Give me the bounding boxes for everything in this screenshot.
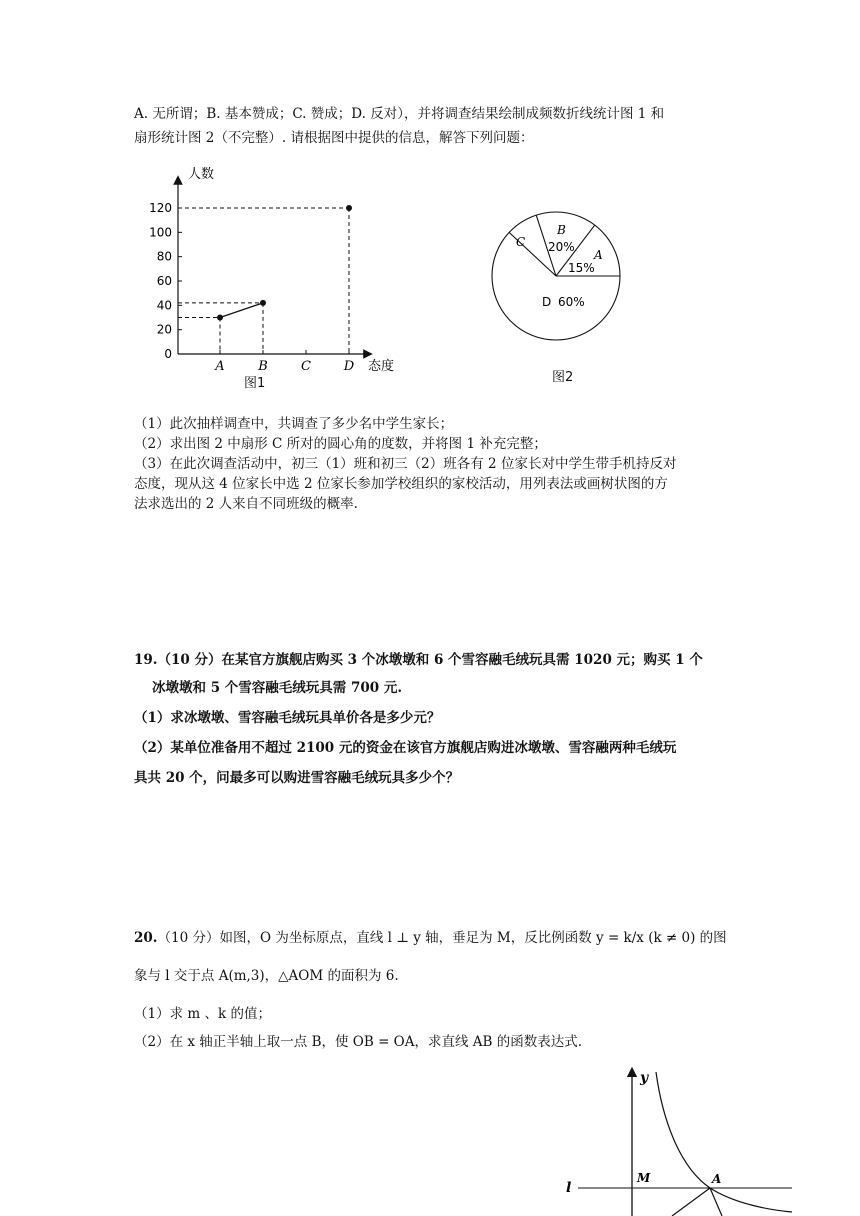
- q20-line-1: [134, 928, 727, 948]
- y-tick-label: 60: [156, 274, 172, 288]
- figure-1-line-chart: [140, 160, 400, 390]
- slice-b-percent: 20%: [548, 240, 575, 254]
- x-tick-label: D: [343, 359, 355, 374]
- intro-line-2: 扇形统计图 2（不完整）. 请根据图中提供的信息，解答下列问题：: [134, 130, 534, 146]
- series-segment: [220, 303, 263, 318]
- slice-b-label: B: [557, 223, 566, 237]
- line-l-label: l: [566, 1180, 572, 1196]
- y-tick-label: 100: [149, 225, 172, 240]
- data-point-a: [217, 315, 223, 321]
- y-tick-label: 80: [156, 249, 172, 264]
- figure-2-caption: 图2: [552, 370, 574, 385]
- slice-d-label: D: [542, 295, 552, 309]
- intro-line-1: A. 无所谓；B. 基本赞成；C. 赞成；D. 反对），并将调查结果绘制成频数折线统计图 1 和: [134, 106, 665, 122]
- data-point-b: [260, 300, 266, 306]
- point-m-label: M: [637, 1171, 651, 1185]
- q20-line-1-text: （10 分）如图，O 为坐标原点，直线 l ⊥ y 轴，垂足为 M，反比例函数 y = k/x (k ≠ 0) 的图: [157, 930, 727, 946]
- point-a-label: A: [712, 1172, 722, 1186]
- slice-c-label: C: [516, 235, 526, 249]
- x-tick-label: B: [258, 359, 268, 374]
- y-tick-label: 20: [156, 322, 172, 337]
- hyperbola-curve: [656, 1072, 792, 1212]
- segment-oa: [672, 1188, 710, 1216]
- q20-part-1: （1）求 m 、k 的值；: [134, 1006, 271, 1022]
- y-axis-label: y: [640, 1070, 649, 1086]
- q20-part-2: （2）在 x 轴正半轴上取一点 B，使 OB = OA，求直线 AB 的函数表达式.: [134, 1034, 583, 1050]
- q19-part-2a: （2）某单位准备用不超过 2100 元的资金在该官方旗舰店购进冰墩墩、雪容融两种毛绒玩: [134, 740, 677, 756]
- q18-part-1: （1）此次抽样调查中，共调查了多少名中学生家长；: [134, 416, 454, 432]
- q18-part-2: （2）求出图 2 中扇形 C 所对的圆心角的度数，并将图 1 补充完整；: [134, 436, 547, 452]
- q20-line-2: 象与 l 交于点 A(m,3)，△AOM 的面积为 6.: [134, 968, 399, 984]
- slice-a-label: A: [594, 248, 603, 262]
- slice-d-percent: 60%: [558, 295, 585, 309]
- x-tick-label: C: [301, 359, 311, 374]
- y-axis-label: 人数: [188, 167, 215, 182]
- figure-1-caption: 图1: [244, 376, 266, 391]
- slice-a-percent: 15%: [568, 261, 595, 275]
- q18-part-3c: 法求选出的 2 人来自不同班级的概率.: [134, 496, 358, 512]
- q19-part-1: （1）求冰墩墩、雪容融毛绒玩具单价各是多少元？: [134, 710, 441, 726]
- x-tick-label: A: [215, 359, 225, 374]
- x-axis-label: 态度: [368, 359, 395, 374]
- q19-line-1: 19.（10 分）在某官方旗舰店购买 3 个冰墩墩和 6 个雪容融毛绒玩具需 1020 元；购买 1 个: [134, 652, 703, 668]
- y-tick-label: 0: [164, 347, 172, 361]
- figure-2-pie-chart: [486, 206, 626, 346]
- q18-part-3a: （3）在此次调查活动中，初三（1）班和初三（2）班各有 2 位家长对中学生带手机持反对: [134, 456, 677, 472]
- q20-number: 20.: [134, 930, 158, 946]
- q18-part-3b: 态度，现从这 4 位家长中选 2 位家长参加学校组织的家校活动，用列表法或画树状图的方: [134, 476, 668, 492]
- y-tick-label: 120: [149, 201, 172, 215]
- y-tick-label: 40: [156, 298, 172, 313]
- q19-part-2b: 具共 20 个，问最多可以购进雪容融毛绒玩具多少个？: [134, 770, 460, 786]
- q19-line-2: 冰墩墩和 5 个雪容融毛绒玩具需 700 元.: [152, 680, 403, 696]
- figure-3-graph: [560, 1066, 820, 1216]
- data-point-d: [346, 205, 352, 211]
